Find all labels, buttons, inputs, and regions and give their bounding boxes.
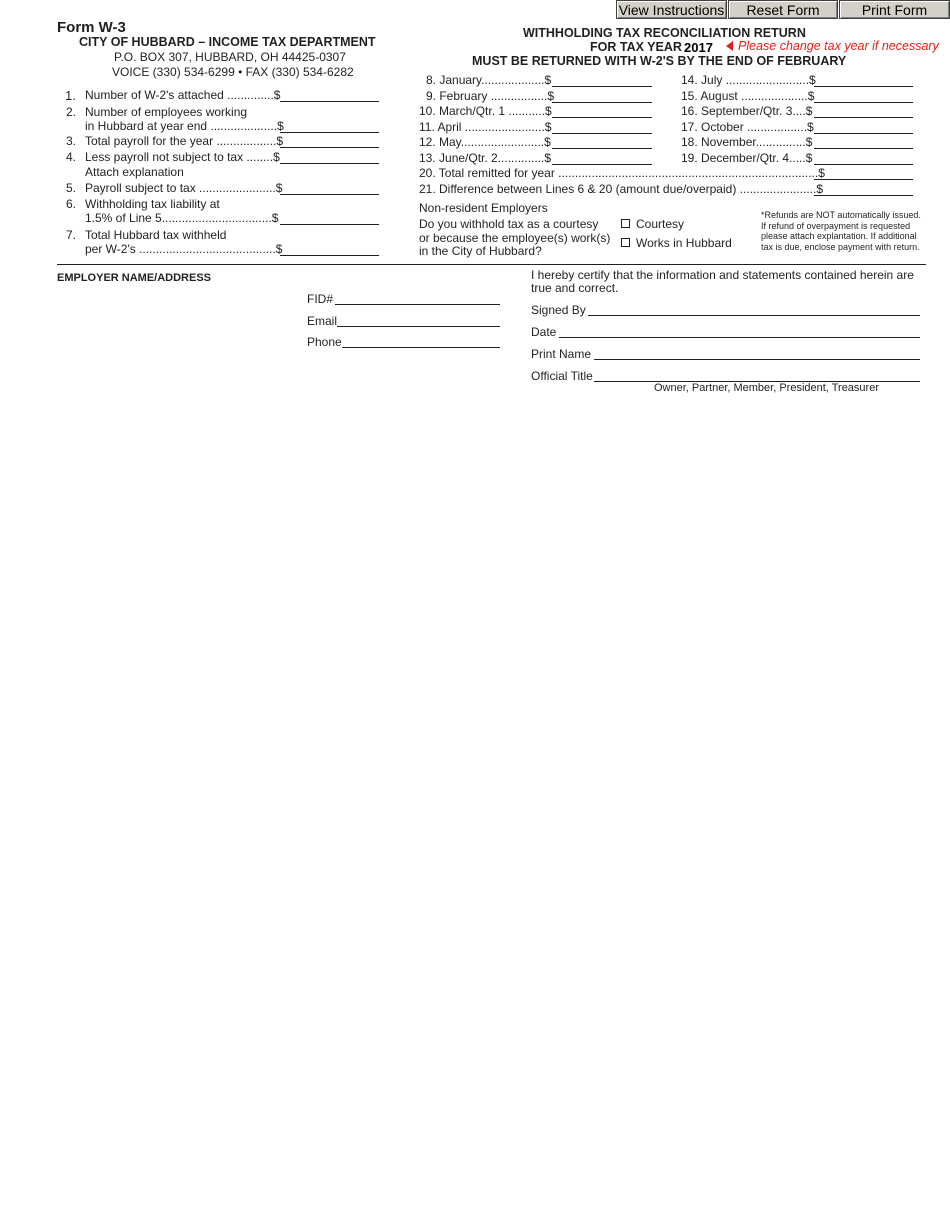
line-number: 3. <box>66 134 77 148</box>
line-label: Number of W-2's attached ..............$ <box>85 88 281 102</box>
line-4-input[interactable] <box>280 149 379 164</box>
line-5-input[interactable] <box>280 180 379 195</box>
line-2-input[interactable] <box>280 118 379 133</box>
print-name-label: Print Name <box>531 347 592 361</box>
works-in-hubbard-label: Works in Hubbard <box>636 236 732 250</box>
line-number: 4. <box>66 150 77 164</box>
january-input[interactable] <box>552 72 652 87</box>
line-label: Total payroll for the year ..................$ <box>85 134 284 148</box>
march-input[interactable] <box>552 103 652 118</box>
month-label-march: 10. March/Qtr. 1 ...........$ <box>419 104 552 118</box>
certify-text-line-2: true and correct. <box>531 281 619 295</box>
refund-note-line-4: tax is due, enclose payment with return. <box>761 242 920 252</box>
fid-label: FID# <box>307 292 334 306</box>
certify-text-line-1: I hereby certify that the information and statements contained herein are <box>531 268 914 282</box>
nonresident-heading: Non-resident Employers <box>419 201 548 215</box>
december-input[interactable] <box>814 150 913 165</box>
employer-heading: EMPLOYER NAME/ADDRESS <box>57 272 212 284</box>
employer-address-field[interactable] <box>57 288 291 392</box>
month-label-january: 8. January...................$ <box>426 73 552 87</box>
february-input[interactable] <box>552 88 652 103</box>
line-20-label: 20. Total remitted for year ..............................................................................$ <box>419 166 825 180</box>
month-label-june: 13. June/Qtr. 2..............$ <box>419 151 552 165</box>
month-label-february: 9. February .................$ <box>426 89 555 103</box>
line-number: 5. <box>66 181 77 195</box>
month-label-july: 14. July .........................$ <box>681 73 816 87</box>
april-input[interactable] <box>552 119 652 134</box>
line-label: Number of employees working <box>85 105 248 119</box>
line-number: 1. <box>65 88 76 103</box>
month-label-august: 15. August ....................$ <box>681 89 815 103</box>
tax-year-note: Please change tax year if necessary <box>738 39 939 53</box>
department-name: CITY OF HUBBARD – INCOME TAX DEPARTMENT <box>79 35 376 49</box>
line-1-input[interactable] <box>280 87 379 102</box>
phone-label: Phone <box>307 335 342 349</box>
date-input[interactable] <box>559 323 920 338</box>
month-label-october: 17. October ..................$ <box>681 120 814 134</box>
official-title-label: Official Title <box>531 369 593 383</box>
line-label: Withholding tax liability at <box>85 197 220 211</box>
signed-by-input[interactable] <box>588 301 920 316</box>
august-input[interactable] <box>814 88 913 103</box>
line-21-label: 21. Difference between Lines 6 & 20 (amount due/overpaid) .......................$ <box>419 182 824 196</box>
view-instructions-button[interactable]: View Instructions <box>616 0 727 19</box>
form-title: WITHHOLDING TAX RECONCILIATION RETURN <box>523 26 806 40</box>
refund-note-line-3: please attach explantation. If additional <box>761 231 917 241</box>
section-divider <box>57 264 926 265</box>
line-7-input[interactable] <box>280 241 379 256</box>
month-label-september: 16. September/Qtr. 3....$ <box>681 104 813 118</box>
line-label: in Hubbard at year end ....................$ <box>85 119 284 133</box>
month-label-april: 11. April ........................$ <box>419 120 552 134</box>
fid-input[interactable] <box>335 290 500 305</box>
tax-year-label: FOR TAX YEAR <box>590 40 682 54</box>
line-number: 7. <box>66 228 77 242</box>
official-title-input[interactable] <box>594 367 920 382</box>
line-label: Attach explanation <box>85 165 184 179</box>
print-name-input[interactable] <box>594 345 920 360</box>
official-title-options: Owner, Partner, Member, President, Treasurer <box>654 382 879 394</box>
line-20-input[interactable] <box>814 165 913 180</box>
department-contact: VOICE (330) 534-6299 • FAX (330) 534-6282 <box>112 65 354 79</box>
september-input[interactable] <box>814 103 913 118</box>
email-label: Email <box>307 314 338 328</box>
phone-input[interactable] <box>342 333 500 348</box>
arrow-left-icon <box>724 40 734 55</box>
line-label: Less payroll not subject to tax ........$ <box>85 150 280 164</box>
deadline-note: MUST BE RETURNED WITH W-2'S BY THE END OF FEBRUARY <box>472 54 847 68</box>
nonresident-question-line-3: in the City of Hubbard? <box>419 244 542 258</box>
line-label: per W-2's .........................................$ <box>85 242 283 256</box>
july-input[interactable] <box>814 72 913 87</box>
nonresident-question-line-1: Do you withhold tax as a courtesy <box>419 217 599 231</box>
june-input[interactable] <box>552 150 652 165</box>
reset-form-button[interactable]: Reset Form <box>728 0 838 19</box>
nonresident-question-line-2: or because the employee(s) work(s) <box>419 231 611 245</box>
department-address: P.O. BOX 307, HUBBARD, OH 44425-0307 <box>114 50 346 64</box>
works-in-hubbard-checkbox[interactable] <box>621 238 630 247</box>
line-number: 6. <box>66 197 77 211</box>
month-label-december: 19. December/Qtr. 4.....$ <box>681 151 813 165</box>
form-id: Form W-3 <box>57 19 126 36</box>
line-number: 2. <box>66 105 77 119</box>
refund-note-line-2: If refund of overpayment is requested <box>761 221 911 231</box>
may-input[interactable] <box>552 134 652 149</box>
line-label: Total Hubbard tax withheld <box>85 228 227 242</box>
print-form-button[interactable]: Print Form <box>839 0 950 19</box>
month-label-may: 12. May.........................$ <box>419 135 551 149</box>
month-label-november: 18. November...............$ <box>681 135 813 149</box>
tax-year-input[interactable] <box>684 39 720 55</box>
october-input[interactable] <box>814 119 913 134</box>
email-input[interactable] <box>337 312 500 327</box>
refund-note-line-1: *Refunds are NOT automatically issued. <box>761 210 921 220</box>
november-input[interactable] <box>814 134 913 149</box>
line-3-input[interactable] <box>280 133 379 148</box>
line-label: 1.5% of Line 5.................................$ <box>85 211 279 225</box>
line-21-input[interactable] <box>814 181 913 196</box>
courtesy-label: Courtesy <box>636 217 685 231</box>
courtesy-checkbox[interactable] <box>621 219 630 228</box>
line-6-input[interactable] <box>280 210 379 225</box>
line-label: Payroll subject to tax .......................$ <box>85 181 283 195</box>
date-label: Date <box>531 325 557 339</box>
signed-by-label: Signed By <box>531 303 586 317</box>
